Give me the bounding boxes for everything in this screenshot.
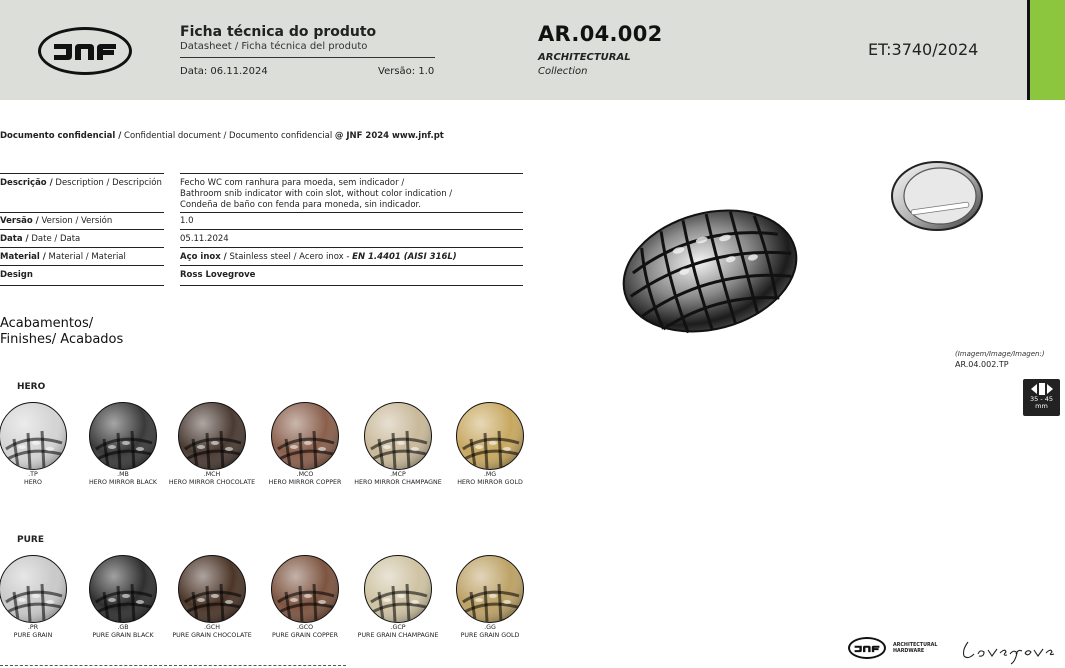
finish-swatch [89, 555, 157, 623]
finish-swatch-texture [365, 403, 432, 470]
finish-swatch [0, 555, 67, 623]
confidential-text: Confidential document / Documento confidencial [121, 131, 335, 141]
finish-swatch [364, 555, 432, 623]
finish-name: HERO MIRROR GOLD [457, 479, 523, 486]
spec-rule [180, 265, 523, 266]
finish-name: PURE GRAIN COPPER [272, 632, 338, 639]
finish-code: .GB [117, 624, 129, 631]
spec-value-line: Fecho WC com ranhura para moeda, sem indicador / [180, 178, 405, 188]
confidential-notice [0, 131, 444, 141]
spec-label-bold: Design [0, 270, 33, 280]
header-divider [180, 57, 435, 58]
spec-label-rest: Date / Data [28, 234, 81, 244]
footer-brand-line: ARCHITECTURAL [893, 643, 938, 648]
finish-swatch-texture [272, 556, 339, 623]
group-title-hero: HERO [17, 382, 46, 392]
collection-label: Collection [538, 66, 588, 77]
spec-rule [0, 265, 164, 266]
finish-code: .GCP [390, 624, 406, 631]
footer-brand [893, 643, 937, 654]
finish-swatch-texture [179, 403, 246, 470]
spec-value-description [180, 178, 523, 211]
spec-rule [180, 285, 523, 286]
spec-value-line: Bathroom snib indicator with coin slot, without color indication / [180, 189, 453, 199]
spec-label-rest: Version / Versión [38, 216, 113, 226]
finish-swatch [364, 402, 432, 470]
spec-rule [0, 285, 164, 286]
spec-value-design: Ross Lovegrove [180, 270, 256, 280]
spec-label-design [0, 270, 164, 280]
finish-swatch-texture [457, 556, 524, 623]
finish-swatch-texture [0, 403, 67, 470]
spec-rule [180, 229, 523, 230]
finish-swatch-texture [457, 403, 524, 470]
spec-rule [180, 247, 523, 248]
spec-value-rest: Stainless steel / Acero inox - [226, 252, 353, 262]
door-thickness-icon [1031, 382, 1053, 396]
door-thickness-text: 35 - 45 mm [1029, 395, 1054, 410]
finish-swatch [271, 402, 339, 470]
spec-rule [180, 173, 523, 174]
spec-label-bold: Material / [0, 252, 46, 262]
datasheet-title: Ficha técnica do produto [180, 24, 377, 40]
confidential-copyright: @ JNF 2024 www.jnf.pt [334, 131, 444, 141]
spec-rule [0, 229, 164, 230]
finish-name: PURE GRAIN [13, 632, 53, 639]
finish-code: .PR [27, 624, 39, 631]
finishes-title [0, 316, 123, 348]
spec-value-material [180, 252, 523, 263]
finish-swatch-texture [365, 556, 432, 623]
finish-swatch [456, 555, 524, 623]
datasheet-subtitle: Datasheet / Ficha técnica del produto [180, 41, 368, 52]
finish-label [435, 624, 545, 640]
finish-swatch-texture [272, 403, 339, 470]
finish-name: HERO [23, 479, 43, 486]
finish-code: .GCO [296, 624, 314, 631]
finish-name: HERO MIRROR CHAMPAGNE [354, 479, 442, 486]
image-caption-code: AR.04.002.TP [955, 360, 1009, 369]
finish-code: .MB [117, 471, 129, 478]
finish-label [435, 471, 545, 487]
door-thickness-badge [1023, 379, 1060, 416]
image-caption-label: (Imagem/Image/Imagen:) [955, 350, 1045, 358]
finish-swatch-texture [90, 403, 157, 470]
product-code: AR.04.002 [538, 22, 663, 46]
spec-value-line: Condeña de baño con fenda para moneda, sin indicador. [180, 200, 421, 210]
product-knob-image [615, 203, 805, 338]
datasheet-date: Data: 06.11.2024 [180, 66, 268, 77]
spec-value-date: 05.11.2024 [180, 234, 229, 244]
finish-name: HERO MIRROR BLACK [88, 479, 158, 486]
confidential-bold: Documento confidencial / [0, 131, 122, 141]
spec-label-bold: Data / [0, 234, 29, 244]
spec-value-bold: Aço inox / [180, 252, 227, 262]
finish-swatch [271, 555, 339, 623]
cut-line [0, 665, 346, 666]
et-number: ET:3740/2024 [868, 40, 979, 59]
spec-rule [0, 212, 164, 213]
finish-swatch-texture [179, 556, 246, 623]
lovegrove-signature [960, 636, 1060, 666]
finish-swatch [89, 402, 157, 470]
finish-code: .GCH [203, 624, 220, 631]
group-title-pure: PURE [17, 535, 44, 545]
finish-name: HERO MIRROR COPPER [268, 479, 342, 486]
finish-code: .MCP [390, 471, 406, 478]
finish-swatch-texture [90, 556, 157, 623]
spec-label-version [0, 216, 164, 226]
jnf-logo-mark [50, 38, 120, 64]
footer-brand-line: HARDWARE [893, 648, 925, 654]
spec-label-bold: Descrição / [0, 178, 53, 188]
finish-code: .GG [484, 624, 496, 631]
finishes-title-line: Finishes/ Acabados [0, 332, 124, 347]
footer-jnf-logo [848, 637, 886, 659]
spec-value-standard: EN 1.4401 (AISI 316L) [352, 252, 457, 262]
jnf-logo [38, 27, 132, 75]
spec-rule [180, 212, 523, 213]
footer-logo-mark [853, 643, 881, 654]
finishes-title-line: Acabamentos/ [0, 316, 94, 331]
spec-label-description [0, 178, 164, 188]
product-coin-slot-image [885, 160, 985, 232]
finish-name: PURE GRAIN BLACK [92, 632, 154, 639]
finish-swatch [456, 402, 524, 470]
collection-name: ARCHITECTURAL [538, 52, 631, 63]
spec-label-date [0, 234, 164, 244]
finish-name: PURE GRAIN CHOCOLATE [172, 632, 252, 639]
finish-swatch-texture [0, 556, 67, 623]
spec-rule [0, 247, 164, 248]
finish-swatch [0, 402, 67, 470]
spec-value-version: 1.0 [180, 216, 194, 226]
spec-label-material [0, 252, 164, 262]
spec-label-rest: Material / Material [45, 252, 126, 262]
spec-label-rest: Description / Descripción [52, 178, 162, 188]
spec-rule [0, 173, 164, 174]
finish-name: HERO MIRROR CHOCOLATE [168, 479, 256, 486]
spec-label-bold: Versão / [0, 216, 39, 226]
finish-swatch [178, 555, 246, 623]
accent-bar [1027, 0, 1065, 100]
finish-name: PURE GRAIN CHAMPAGNE [357, 632, 439, 639]
finish-name: PURE GRAIN GOLD [460, 632, 520, 639]
finish-code: .MCO [296, 471, 314, 478]
datasheet-version: Versão: 1.0 [378, 66, 435, 77]
finish-code: .TP [28, 471, 38, 478]
finish-swatch [178, 402, 246, 470]
finish-code: .MG [483, 471, 497, 478]
finish-code: .MCH [203, 471, 221, 478]
